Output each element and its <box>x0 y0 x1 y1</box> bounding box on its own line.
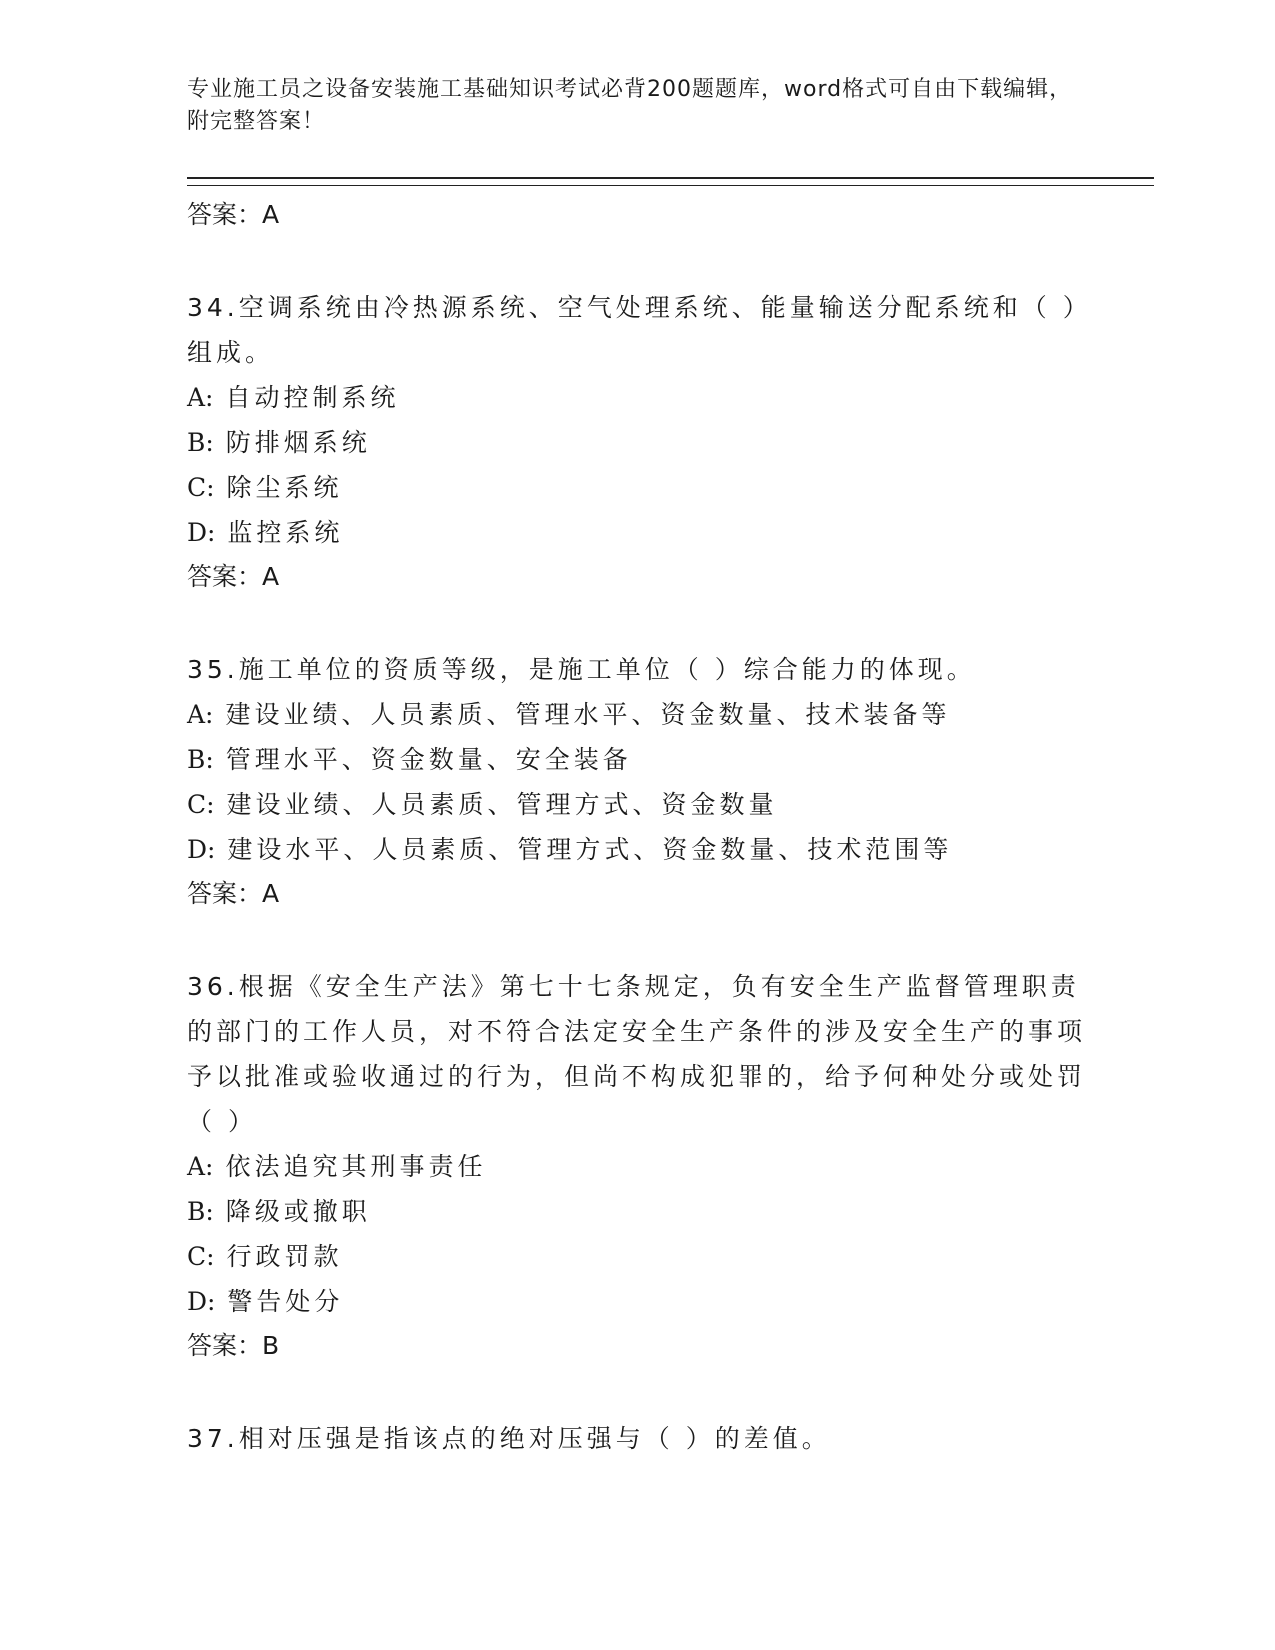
option-text: 监控系统 <box>227 518 344 547</box>
option-c <box>187 1234 1087 1279</box>
option-text: 行政罚款 <box>226 1242 343 1271</box>
option-a <box>187 1144 1087 1189</box>
question-35 <box>187 647 1087 872</box>
option-letter: A: <box>187 700 214 729</box>
question-stem: 34.空调系统由冷热源系统、空气处理系统、能量输送分配系统和（ ）组成。 <box>187 293 1080 367</box>
page-header: 专业施工员之设备安装施工基础知识考试必背200题题库，word格式可自由下载编辑，附完整答案！ <box>187 77 1073 134</box>
question-stem: 36.根据《安全生产法》第七十七条规定，负有安全生产监督管理职责的部门的工作人员，对不符合法定安全生产条件的涉及安全生产的事项予以批准或验收通过的行为，但尚不构成犯罪的，给予何种处分或处罚（ ） <box>187 972 1087 1136</box>
option-letter: A: <box>187 1152 214 1181</box>
option-letter: D: <box>187 1287 216 1316</box>
option-text: 降级或撤职 <box>225 1197 371 1226</box>
option-letter: A: <box>187 383 214 412</box>
option-text: 依法追究其刑事责任 <box>225 1152 487 1181</box>
option-d <box>187 827 1087 872</box>
option-d <box>187 1279 1087 1324</box>
option-c <box>187 782 1087 827</box>
header-divider <box>187 177 1154 186</box>
option-a <box>187 692 1087 737</box>
option-text: 警告处分 <box>227 1287 344 1316</box>
option-letter: D: <box>187 518 216 547</box>
option-letter: C: <box>187 790 215 819</box>
answer-34: 答案：A <box>187 562 280 591</box>
option-letter: D: <box>187 835 216 864</box>
option-letter: C: <box>187 473 215 502</box>
option-text: 建设业绩、人员素质、管理方式、资金数量 <box>226 790 778 819</box>
question-34 <box>187 285 1087 555</box>
option-b <box>187 737 1087 782</box>
question-36 <box>187 964 1087 1324</box>
question-37 <box>187 1416 1087 1461</box>
question-stem: 35.施工单位的资质等级，是施工单位（ ）综合能力的体现。 <box>187 655 976 684</box>
option-letter: C: <box>187 1242 215 1271</box>
option-letter: B: <box>187 1197 214 1226</box>
option-text: 建设业绩、人员素质、管理水平、资金数量、技术装备等 <box>225 700 951 729</box>
answer-35: 答案：A <box>187 879 280 908</box>
option-b <box>187 420 1087 465</box>
option-letter: B: <box>187 745 214 774</box>
document-body <box>187 193 1087 1461</box>
option-text: 管理水平、资金数量、安全装备 <box>225 745 632 774</box>
option-text: 除尘系统 <box>226 473 343 502</box>
answer-33: 答案：A <box>187 200 280 229</box>
option-letter: B: <box>187 428 214 457</box>
question-stem: 37.相对压强是指该点的绝对压强与（ ）的差值。 <box>187 1424 831 1453</box>
option-text: 防排烟系统 <box>225 428 371 457</box>
option-d <box>187 510 1087 555</box>
option-c <box>187 465 1087 510</box>
option-text: 自动控制系统 <box>225 383 400 412</box>
option-a <box>187 375 1087 420</box>
option-b <box>187 1189 1087 1234</box>
option-text: 建设水平、人员素质、管理方式、资金数量、技术范围等 <box>227 835 953 864</box>
answer-36: 答案：B <box>187 1331 280 1360</box>
